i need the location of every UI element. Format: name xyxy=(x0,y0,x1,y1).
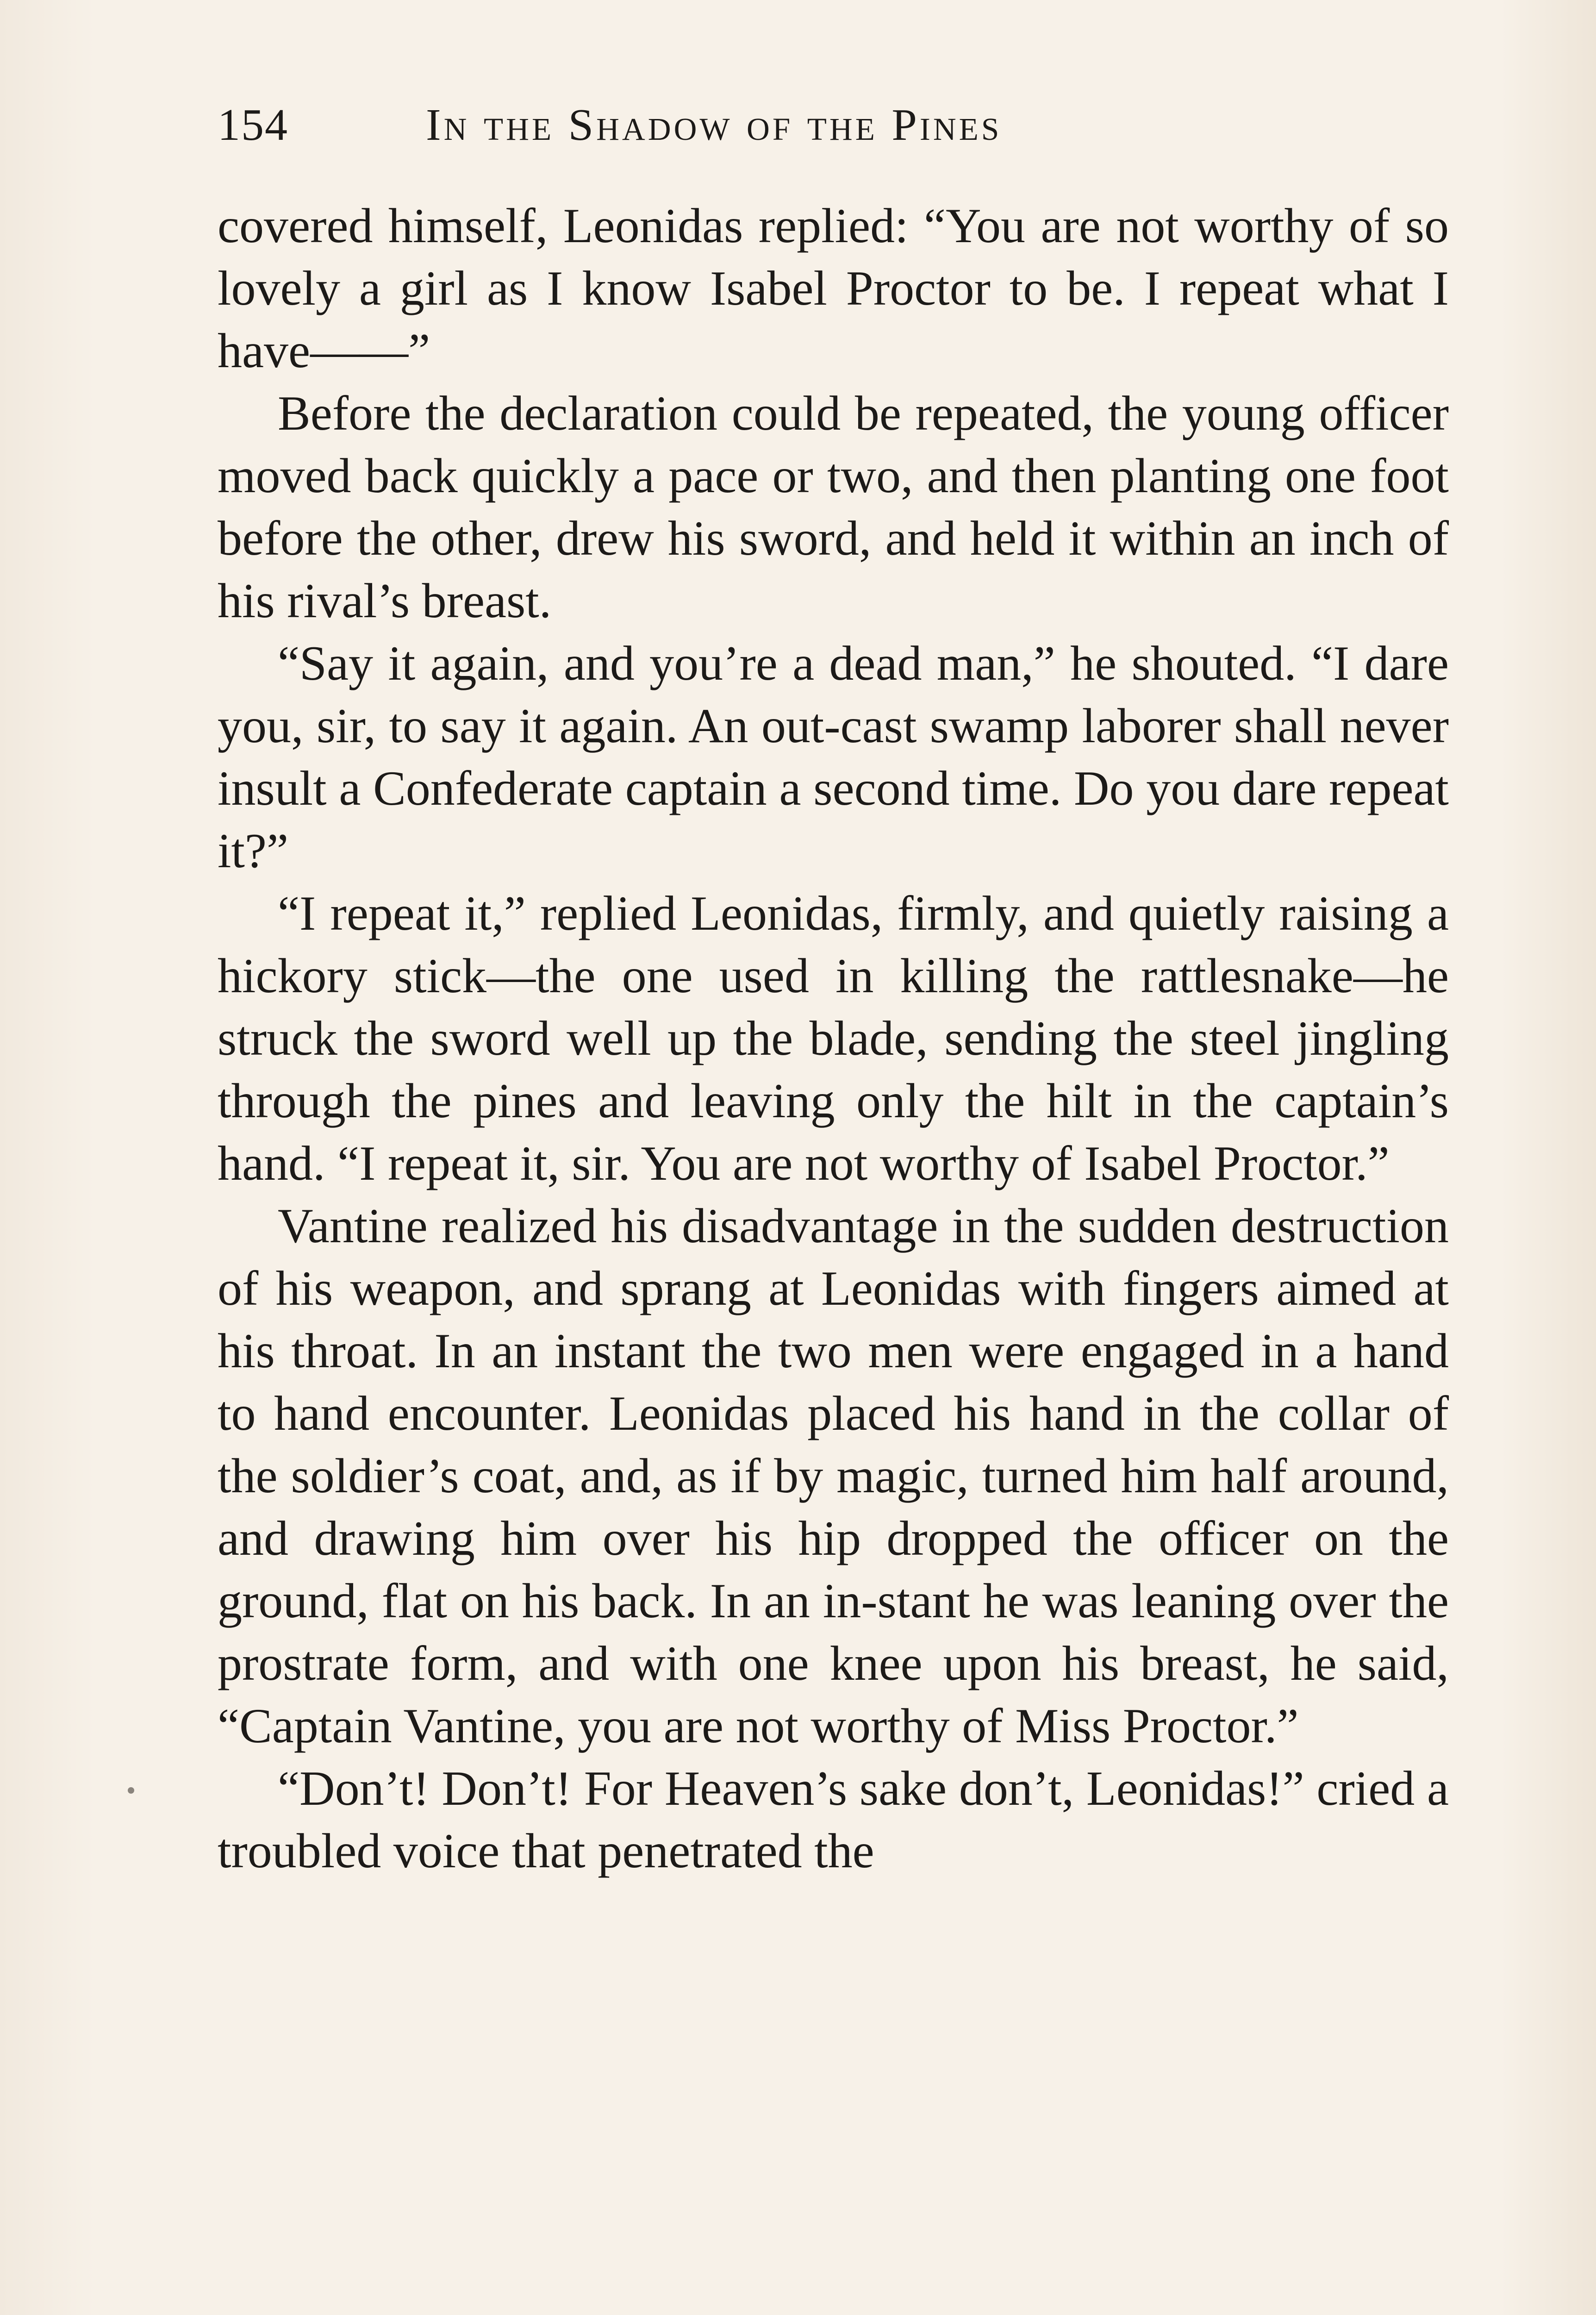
paragraph-6: “Don’t! Don’t! For Heaven’s sake don’t, Leonidas!” cried a troubled voice that penetrated the xyxy=(218,1761,1449,1878)
paragraph-4: “I repeat it,” replied Leonidas, firmly, and quietly raising a hickory stick—the one used in killing the rattlesnake—he struck the sword well up the blade, sending the steel jingling through the pines and leaving only the hilt in the captain’s hand. “I repeat it, sir. You are not worthy of Isabel Proctor.” xyxy=(218,886,1449,1190)
page-number: 154 xyxy=(218,100,288,150)
paragraph-1: covered himself, Leonidas replied: “You are not worthy of so lovely a girl as I know Isabel Proctor to be. I repeat what I have——” xyxy=(218,199,1449,378)
paragraph-2: Before the declaration could be repeated, the young officer moved back quickly a pace or two, and then planting one foot before the other, drew his sword, and held it within an inch of his rival’s breast. xyxy=(218,386,1449,628)
paragraph-3: “Say it again, and you’re a dead man,” he shouted. “I dare you, sir, to say it again. An out-cast swamp laborer shall never insult a Confederate captain a second time. Do you dare repeat it?” xyxy=(218,636,1449,878)
margin-speck xyxy=(128,1787,134,1794)
running-header xyxy=(218,93,1458,157)
body-text xyxy=(218,194,1449,1882)
running-title: In the Shadow of the Pines xyxy=(426,100,1002,150)
paragraph-5: Vantine realized his disadvantage in the sudden destruction of his weapon, and sprang at Leonidas with fingers aimed at his throat. In an instant the two men were engaged in a hand to hand encounter. Leonidas placed his hand in the collar of the soldier’s coat, and, as if by magic, turned him half around, and drawing him over his hip dropped the officer on the ground, flat on his back. In an in-stant he was leaning over the prostrate form, and with one knee upon his breast, he said, “Captain Vantine, you are not worthy of Miss Proctor.” xyxy=(218,1199,1449,1753)
